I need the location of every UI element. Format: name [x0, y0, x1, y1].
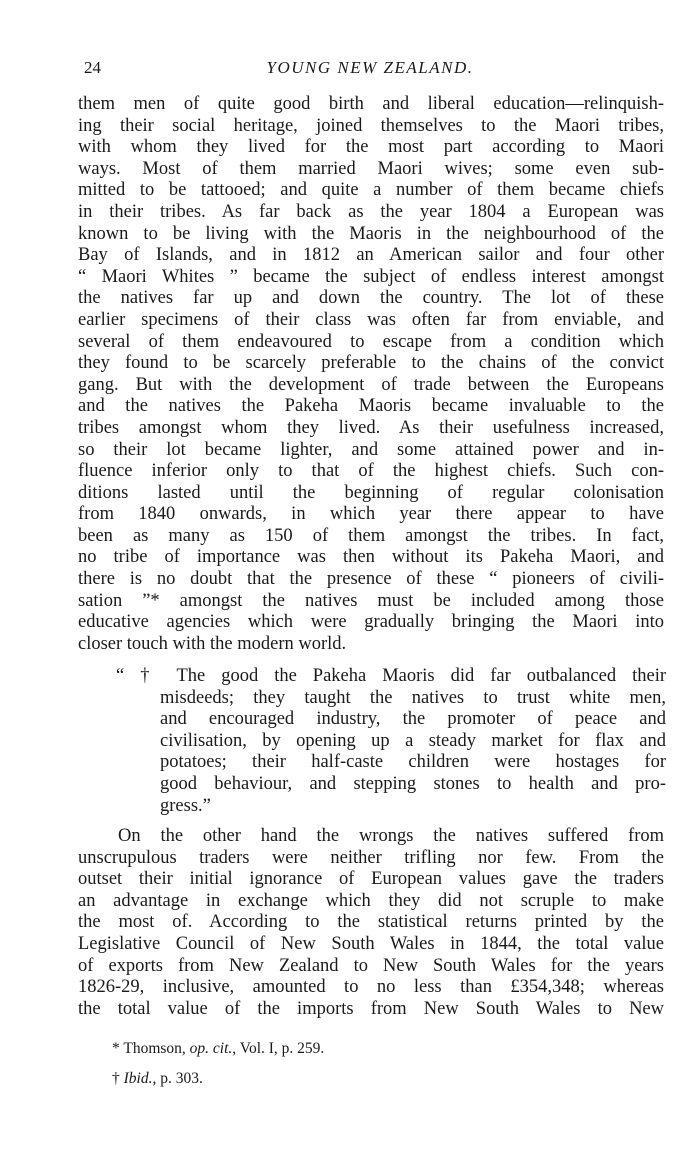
footnote-2	[112, 1064, 324, 1094]
text-line: Bay of Islands, and in 1812 an American sailor and four other	[78, 245, 664, 266]
text-line: On the other hand the wrongs the natives suffered from	[118, 826, 664, 846]
text-line: sation ”* amongst the natives must be included among those	[78, 590, 664, 611]
footnote-2-marker: †	[112, 1070, 120, 1087]
quote-line: and encouraged industry, the promoter of peace and	[160, 709, 666, 730]
footnote-1-italic: op. cit.,	[189, 1040, 237, 1057]
text-line: gang. But with the development of trade between the Europeans	[78, 374, 664, 395]
text-line: the natives far up and down the country. The lot of these	[78, 288, 664, 309]
text-line: there is no doubt that the presence of these “ pioneers of civili-	[78, 569, 664, 590]
text-line: of exports from New Zealand to New South Wales for the years	[78, 955, 664, 976]
quote-line: civilisation, by opening up a steady market for flax and	[160, 730, 666, 751]
footnote-1-ref: Vol. I, p. 259.	[239, 1040, 325, 1057]
text-line: 1826-29, inclusive, amounted to no less than £354,348; whereas	[78, 977, 664, 998]
quote-line: “ † The good the Pakeha Maoris did far outbalanced their	[116, 666, 666, 686]
text-line: ing their social heritage, joined themselves to the Maori tribes,	[78, 115, 664, 136]
text-line: and the natives the Pakeha Maoris became invaluable to the	[78, 396, 664, 417]
quote-line: good behaviour, and stepping stones to health and pro-	[160, 773, 666, 794]
text-line: the total value of the imports from New South Wales to New	[78, 998, 664, 1019]
footnote-1-source: * Thomson,	[112, 1040, 186, 1057]
text-line: tribes amongst whom they lived. As their usefulness increased,	[78, 417, 664, 438]
text-line: an advantage in exchange which they did not scruple to make	[78, 890, 664, 911]
quote-line: misdeeds; they taught the natives to trust white men,	[160, 687, 666, 708]
running-title: YOUNG NEW ZEALAND.	[266, 58, 474, 77]
paragraph-1	[78, 94, 664, 655]
text-line: outset their initial ignorance of European values gave the traders	[78, 869, 664, 890]
page-number: 24	[84, 58, 101, 77]
text-line: in their tribes. As far back as the year 1804 a European was	[78, 201, 664, 222]
text-line: closer touch with the modern world.	[78, 633, 347, 654]
text-line: no tribe of importance was then without its Pakeha Maori, and	[78, 547, 664, 568]
footnote-2-ref: p. 303.	[160, 1070, 203, 1087]
text-line: fluence inferior only to that of the highest chiefs. Such con-	[78, 461, 664, 482]
footnotes	[112, 1034, 324, 1094]
text-line: mitted to be tattooed; and quite a number of them became chiefs	[78, 180, 664, 201]
text-line: Legislative Council of New South Wales in 1844, the total value	[78, 933, 664, 954]
text-line: earlier specimens of their class was often far from enviable, and	[78, 309, 664, 330]
text-line: so their lot became lighter, and some attained power and in-	[78, 439, 664, 460]
text-line: unscrupulous traders were neither trifling nor few. From the	[78, 847, 664, 868]
text-line: from 1840 onwards, in which year there appear to have	[78, 504, 664, 525]
text-line: with whom they lived for the most part according to Maori	[78, 137, 664, 158]
block-quote	[116, 666, 666, 817]
footnote-1	[112, 1034, 324, 1064]
text-line: “ Maori Whites ” became the subject of endless interest amongst	[78, 266, 664, 287]
text-line: several of them endeavoured to escape from a condition which	[78, 331, 664, 352]
text-line: known to be living with the Maoris in the neighbourhood of the	[78, 223, 664, 244]
text-line: they found to be scarcely preferable to the chains of the convict	[78, 353, 664, 374]
quote-line: potatoes; their half-caste children were hostages for	[160, 752, 666, 773]
text-line: been as many as 150 of them amongst the tribes. In fact,	[78, 525, 664, 546]
text-line: educative agencies which were gradually bringing the Maori into	[78, 612, 664, 633]
text-line: them men of quite good birth and liberal education—relinquish-	[78, 94, 664, 114]
page-header	[78, 58, 662, 82]
paragraph-2	[78, 826, 664, 1020]
text-line: ways. Most of them married Maori wives; some even sub-	[78, 158, 664, 179]
quote-line: gress.”	[160, 795, 211, 816]
text-line: ditions lasted until the beginning of regular colonisation	[78, 482, 664, 503]
text-line: the most of. According to the statistical returns printed by the	[78, 912, 664, 933]
footnote-2-italic: Ibid.,	[123, 1070, 157, 1087]
